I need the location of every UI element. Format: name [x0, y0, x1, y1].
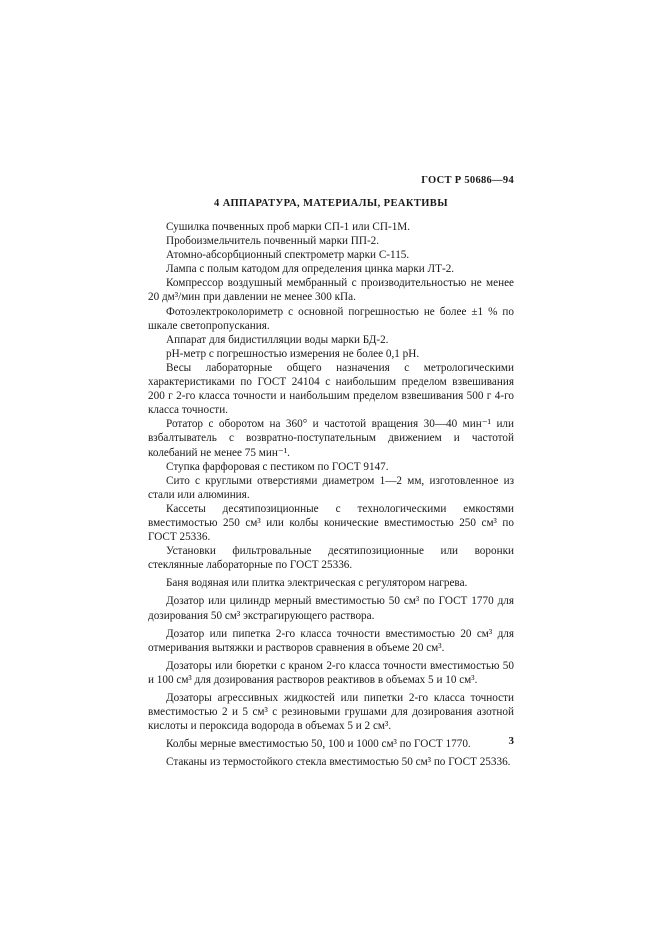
paragraph-compressor: Компрессор воздушный мембранный с производительностью не менее 20 дм³/мин при давлении не менее 300 кПа. — [148, 277, 514, 304]
paragraph-dispenser-pipette: Дозатор или пипетка 2-го класса точности вместимостью 20 см³ для отмеривания вытяжки и растворов сравнения в объеме 20 см³. — [148, 627, 514, 654]
paragraph-cassettes: Кассеты десятипозиционные с технологическими емкостями вместимостью 250 см³ или колбы конические вместимостью 250 см³ по ГОСТ 25336. — [148, 502, 514, 544]
paragraph-mortar: Ступка фарфоровая с пестиком по ГОСТ 9147. — [166, 460, 389, 473]
paragraph-bidistiller: Аппарат для бидистилляции воды марки БД-2. — [166, 333, 389, 346]
paragraph-grinder: Пробоизмельчитель почвенный марки ПП-2. — [166, 235, 380, 248]
section-body — [148, 220, 514, 769]
page-number: 3 — [508, 735, 514, 747]
paragraph-ph-meter: pH-метр с погрешностью измерения не более 0,1 pH. — [166, 347, 420, 360]
paragraph-rotator: Ротатор с оборотом на 360° и частотой вращения 30—40 мин⁻¹ или взбалтыватель с возвратно-поступательным движением и частотой колебаний не менее 75 мин⁻¹. — [148, 418, 514, 459]
paragraph-flasks: Колбы мерные вместимостью 50, 100 и 1000 см³ по ГОСТ 1770. — [166, 738, 471, 751]
paragraph-dispenser-cylinder: Дозатор или цилиндр мерный вместимостью 50 см³ по ГОСТ 1770 для дозирования 50 см³ экстрагирующего раствора. — [148, 595, 514, 622]
paragraph-water-bath: Баня водяная или плитка электрическая с регулятором нагрева. — [166, 577, 468, 590]
section-title: 4 АППАРАТУРА, МАТЕРИАЛЫ, РЕАКТИВЫ — [214, 198, 448, 209]
paragraph-sieve: Сито с круглыми отверстиями диаметром 1—2 мм, изготовленное из стали или алюминия. — [148, 474, 514, 501]
paragraph-dryer: Сушилка почвенных проб марки СП-1 или СП-1М. — [166, 221, 411, 233]
paragraph-aggressive-dispensers: Дозаторы агрессивных жидкостей или пипетки 2-го класса точности вместимостью 2 и 5 см³ с резиновыми грушами для дозирования азотной кислоты и пероксида водорода в объемах 5 и 2 см³. — [148, 692, 514, 733]
paragraph-burettes: Дозаторы или бюретки с краном 2-го класса точности вместимостью 50 и 100 см³ для дозирования растворов реактивов в объемах 5 и 10 см³. — [148, 659, 514, 686]
standard-code: ГОСТ Р 50686—94 — [421, 175, 514, 186]
paragraph-beakers: Стаканы из термостойкого стекла вместимостью 50 см³ по ГОСТ 25336. — [166, 756, 511, 769]
paragraph-filter-units: Установки фильтровальные десятипозиционные или воронки стеклянные лабораторные по ГОСТ 25336. — [148, 545, 514, 572]
paragraph-photocolorimeter: Фотоэлектроколориметр с основной погрешностью не более ±1 % по шкале светопропускания. — [148, 305, 514, 332]
paragraph-lamp: Лампа с полым катодом для определения цинка марки ЛТ-2. — [166, 263, 455, 276]
paragraph-scales: Весы лабораторные общего назначения с метрологическими характеристиками по ГОСТ 24104 с наибольшим пределом взвешивания 200 г 2-го класса точности и наибольшим пределом взвешивания 500 г 4-го класса точности. — [148, 361, 514, 417]
paragraph-spectrometer: Атомно-абсорбционный спектрометр марки С-115. — [166, 249, 410, 262]
